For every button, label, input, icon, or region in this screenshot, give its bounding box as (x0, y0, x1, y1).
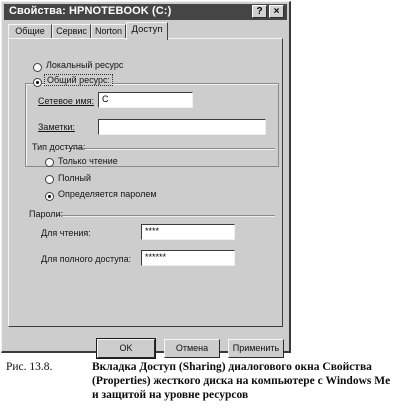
local-resource-label: Локальный ресурс (46, 60, 124, 70)
tab-sharing[interactable]: Доступ (126, 22, 168, 40)
radio-selected-dot (36, 81, 39, 84)
passwords-divider (57, 215, 275, 217)
share-name-label: Сетевое имя: (38, 96, 95, 106)
shared-resource-radio[interactable] (33, 78, 42, 87)
tab-norton[interactable]: Norton (91, 24, 126, 38)
read-password-label: Для чтения: (41, 228, 91, 238)
read-only-label: Только чтение (58, 156, 118, 166)
figure-number: Рис. 13.8. (6, 361, 53, 373)
local-resource-radio[interactable] (33, 63, 42, 72)
tab-general[interactable]: Общие (8, 24, 52, 38)
ok-button[interactable]: OK (97, 339, 155, 358)
apply-button[interactable]: Применить (228, 339, 284, 358)
read-password-field[interactable]: **** (141, 224, 235, 240)
help-button[interactable]: ? (252, 5, 267, 18)
window-title: Свойства: HPNOTEBOOK (C:) (9, 5, 172, 17)
passwords-legend: Пароли: (29, 209, 64, 219)
full-access-radio[interactable] (45, 175, 54, 184)
full-access-label: Полный (58, 173, 91, 183)
properties-dialog (1, 1, 291, 353)
comment-field[interactable] (98, 119, 266, 135)
share-name-field[interactable]: C (98, 92, 193, 108)
password-dependent-radio[interactable] (45, 192, 54, 201)
close-button[interactable]: × (269, 5, 284, 18)
full-password-field[interactable]: ****** (141, 250, 235, 266)
shared-resource-label: Общий ресурс: (47, 75, 111, 85)
tab-strip (8, 22, 283, 39)
title-bar[interactable] (4, 4, 287, 20)
access-type-legend: Тип доступа: (32, 142, 86, 152)
sharing-panel (8, 38, 283, 327)
cancel-button[interactable]: Отмена (164, 339, 220, 358)
password-dependent-label: Определяется паролем (58, 189, 157, 199)
read-only-radio[interactable] (45, 158, 54, 167)
access-type-divider (65, 148, 275, 150)
radio-selected-dot (48, 195, 51, 198)
figure-caption-text: Вкладка Доступ (Sharing) диалогового окна Свойства (Properties) жесткого диска на компьютере с Windows Me и защитой на уровне ресурсов (92, 361, 391, 401)
tab-service[interactable]: Сервис (52, 24, 91, 38)
full-password-label: Для полного доступа: (41, 254, 132, 264)
comment-label: Заметки: (38, 122, 75, 132)
